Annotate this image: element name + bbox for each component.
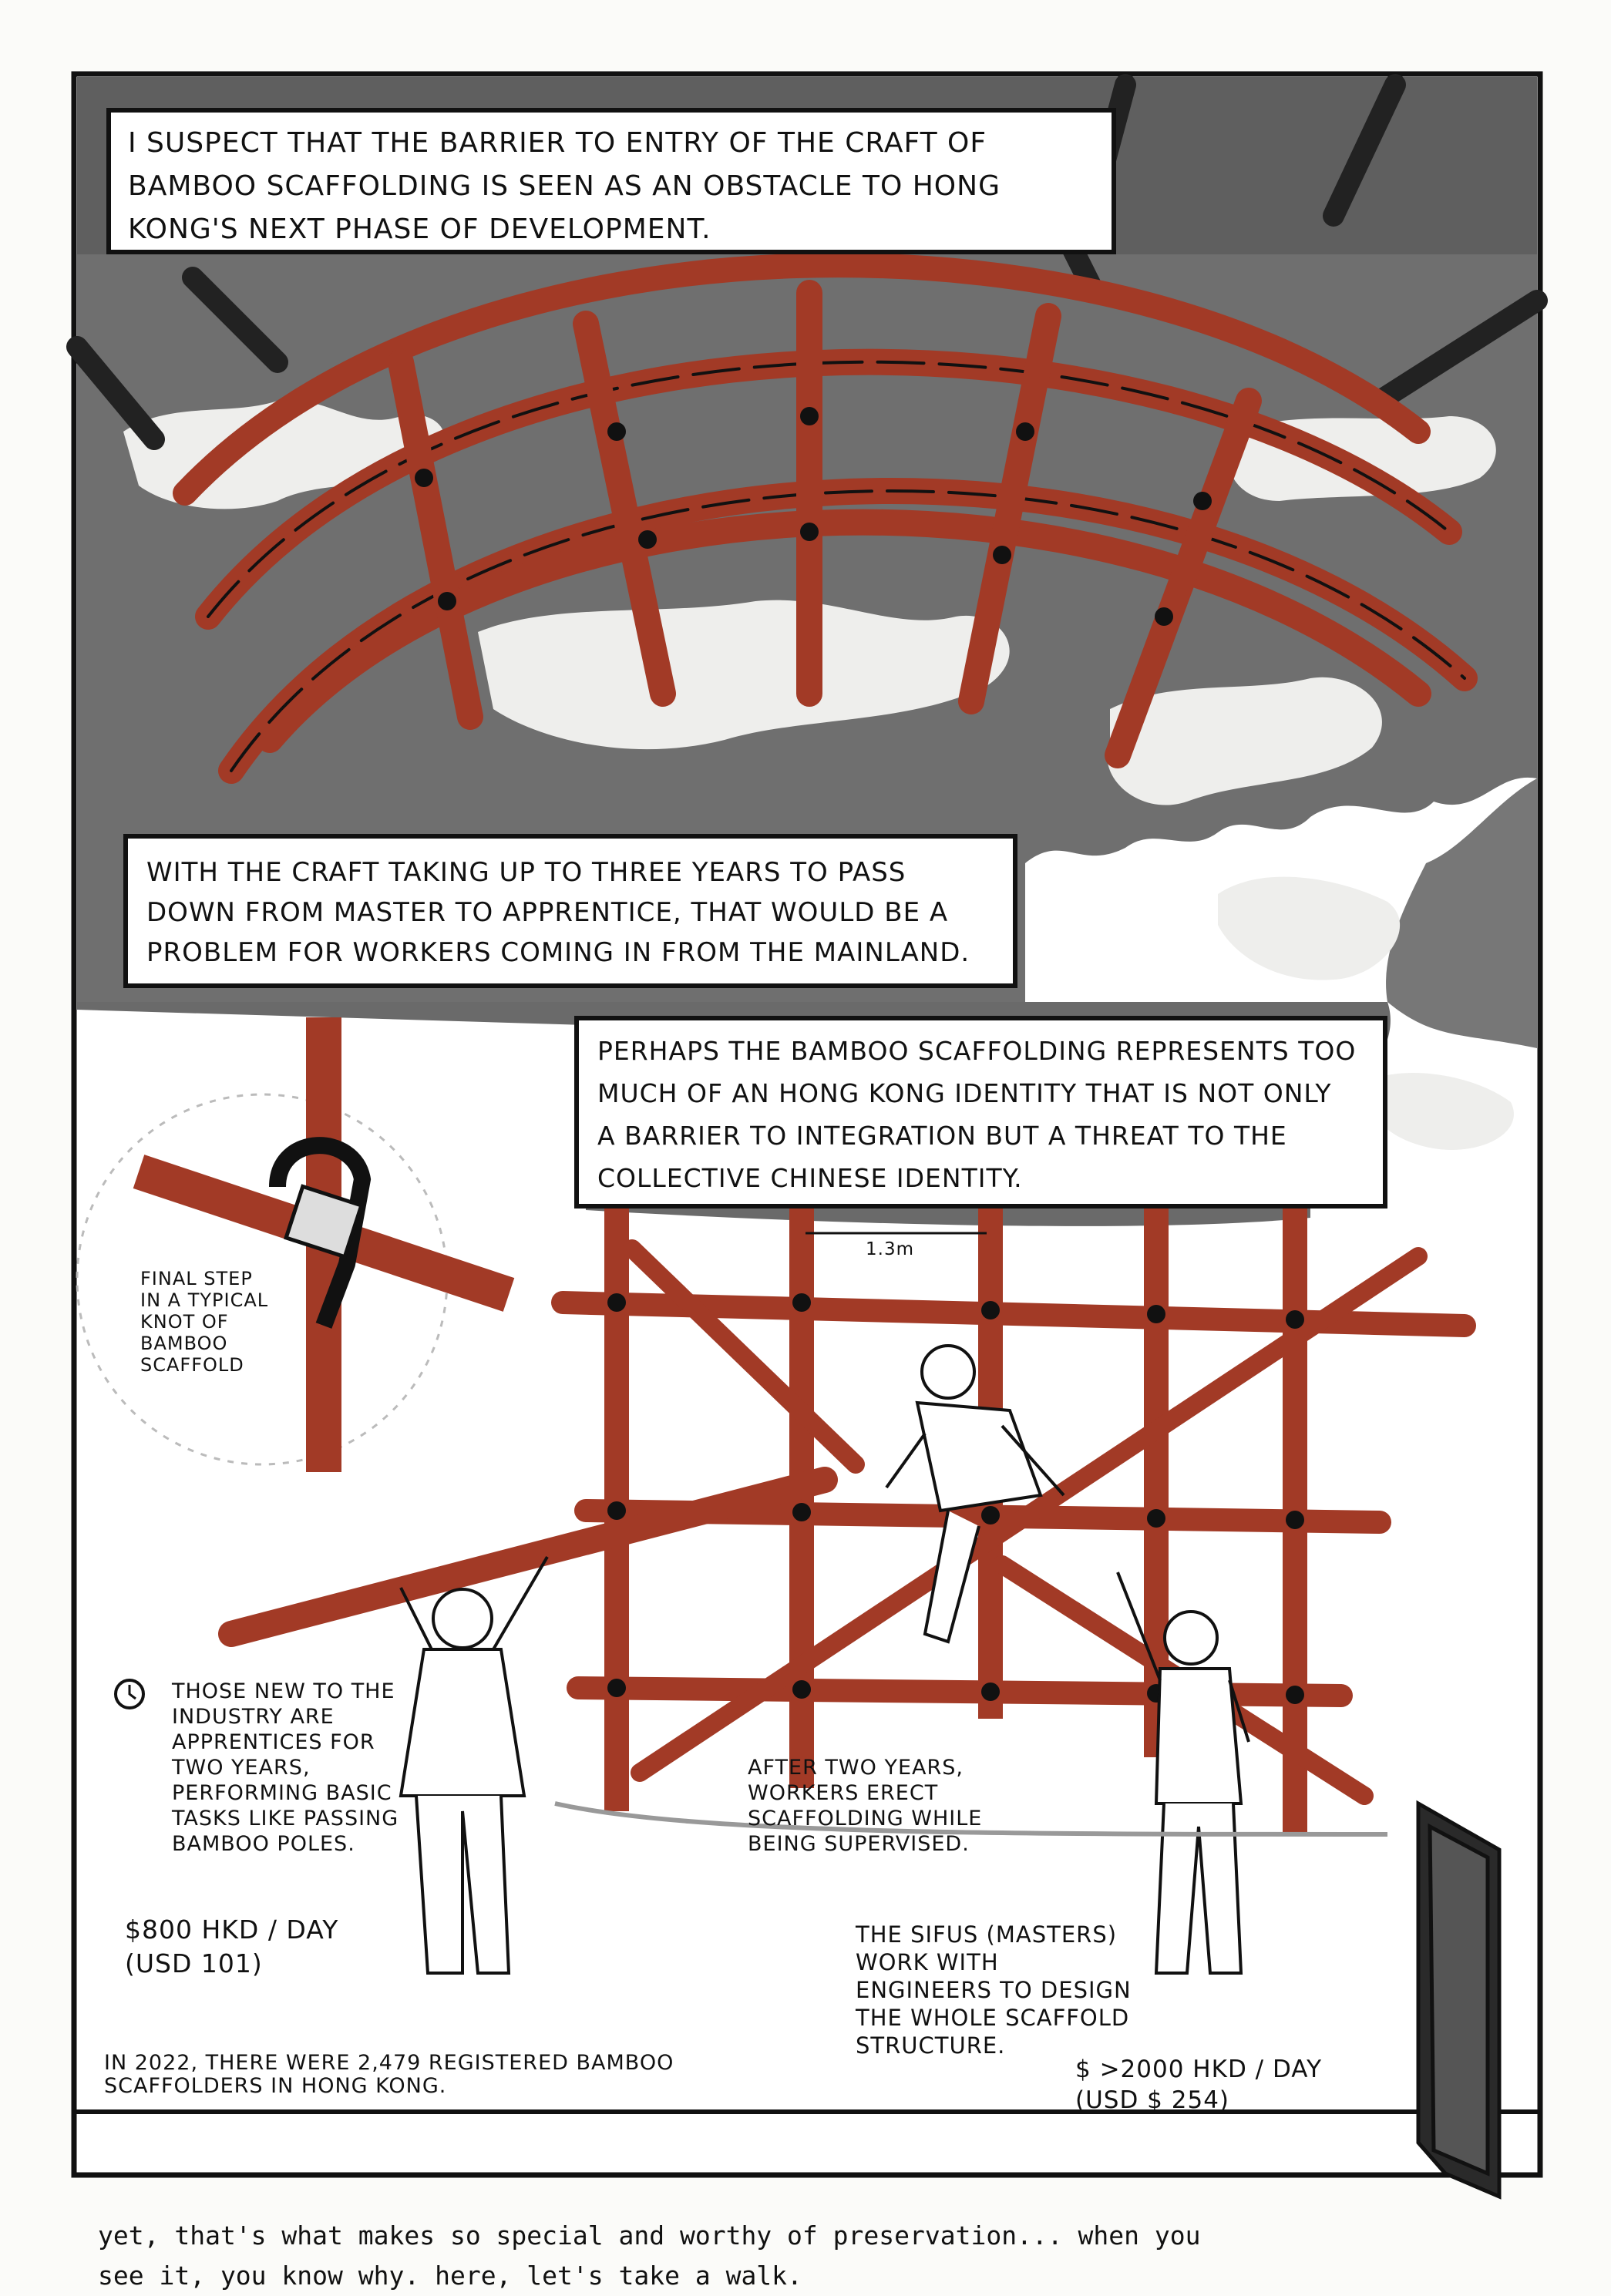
caption-middle-line: WITH THE CRAFT TAKING UP TO THREE YEARS TO PASS <box>146 857 906 888</box>
caption-top-line: I SUSPECT THAT THE BARRIER TO ENTRY OF THE CRAFT OF <box>128 127 987 159</box>
knot-annotation-line: KNOT OF <box>140 1311 229 1333</box>
footer-narration <box>98 2216 1200 2296</box>
apprentice-annotation-line: APPRENTICES FOR <box>172 1730 375 1754</box>
caption-identity-line: MUCH OF AN HONG KONG IDENTITY THAT IS NOT ONLY <box>597 1078 1332 1108</box>
knot-annotation-line: BAMBOO <box>140 1333 228 1354</box>
caption-middle <box>123 834 1017 988</box>
sifu-annotation-line: STRUCTURE. <box>856 2032 1006 2059</box>
after-two-years-line: SCAFFOLDING WHILE <box>748 1807 983 1830</box>
caption-middle-line: PROBLEM FOR WORKERS COMING IN FROM THE MAINLAND. <box>146 937 970 968</box>
knot-annotation-line: FINAL STEP <box>140 1268 253 1289</box>
after-two-years-line: AFTER TWO YEARS, <box>748 1756 964 1780</box>
sifu-pay-line: (USD $ 254) <box>1075 2086 1230 2114</box>
apprentice-pay-line: $800 HKD / DAY <box>125 1914 339 1945</box>
after-two-years-line: BEING SUPERVISED. <box>748 1832 970 1856</box>
apprentice-pay-line: (USD 101) <box>125 1948 263 1978</box>
apprentice-annotation-line: INDUSTRY ARE <box>172 1705 335 1729</box>
apprentice-annotation <box>172 1679 399 1857</box>
sifu-annotation-line: THE SIFUS (MASTERS) <box>856 1921 1118 1948</box>
caption-top-line: KONG'S NEXT PHASE OF DEVELOPMENT. <box>128 213 711 245</box>
footer-line: see it, you know why. here, let's take a walk. <box>98 2261 802 2291</box>
apprentice-annotation-line: THOSE NEW TO THE <box>172 1679 395 1703</box>
apprentice-annotation-line: PERFORMING BASIC <box>172 1781 392 1805</box>
registered-line: SCAFFOLDERS IN HONG KONG. <box>104 2074 447 2098</box>
knot-annotation-line: IN A TYPICAL <box>140 1289 269 1311</box>
after-two-years-annotation <box>748 1755 982 1857</box>
sifu-pay-line: $ >2000 HKD / DAY <box>1075 2056 1323 2083</box>
after-two-years-line: WORKERS ERECT <box>748 1781 939 1805</box>
spacing-label: 1.3m <box>866 1239 914 1259</box>
registered-line: IN 2022, THERE WERE 2,479 REGISTERED BAMBOO <box>104 2051 674 2075</box>
apprentice-annotation-line: TWO YEARS, <box>172 1756 311 1780</box>
apprentice-pay <box>125 1913 338 1981</box>
door <box>1418 1804 1499 2197</box>
sifu-annotation-line: ENGINEERS TO DESIGN <box>856 1977 1132 2003</box>
apprentice-annotation-line: BAMBOO POLES. <box>172 1832 355 1856</box>
sifu-pay <box>1075 2054 1322 2116</box>
sifu-annotation-line: WORK WITH <box>856 1949 999 1975</box>
caption-identity-line: COLLECTIVE CHINESE IDENTITY. <box>597 1163 1023 1193</box>
caption-top-line: BAMBOO SCAFFOLDING IS SEEN AS AN OBSTACLE TO HONG <box>128 170 1001 202</box>
sifu-annotation-line: THE WHOLE SCAFFOLD <box>856 2005 1130 2031</box>
knot-annotation <box>140 1268 268 1376</box>
apprentice-annotation-line: TASKS LIKE PASSING <box>172 1807 399 1830</box>
knot-annotation-line: SCAFFOLD <box>140 1354 244 1376</box>
caption-identity-line: PERHAPS THE BAMBOO SCAFFOLDING REPRESENTS TOO <box>597 1036 1357 1066</box>
caption-identity-line: A BARRIER TO INTEGRATION BUT A THREAT TO THE <box>597 1121 1287 1151</box>
caption-top <box>106 108 1116 254</box>
registered-scaffolders-note <box>104 2052 674 2098</box>
sifu-annotation <box>856 1921 1132 2059</box>
caption-middle-line: DOWN FROM MASTER TO APPRENTICE, THAT WOULD BE A <box>146 897 949 928</box>
caption-identity <box>574 1016 1387 1209</box>
footer-line: yet, that's what makes so special and worthy of preservation... when you <box>98 2220 1201 2251</box>
